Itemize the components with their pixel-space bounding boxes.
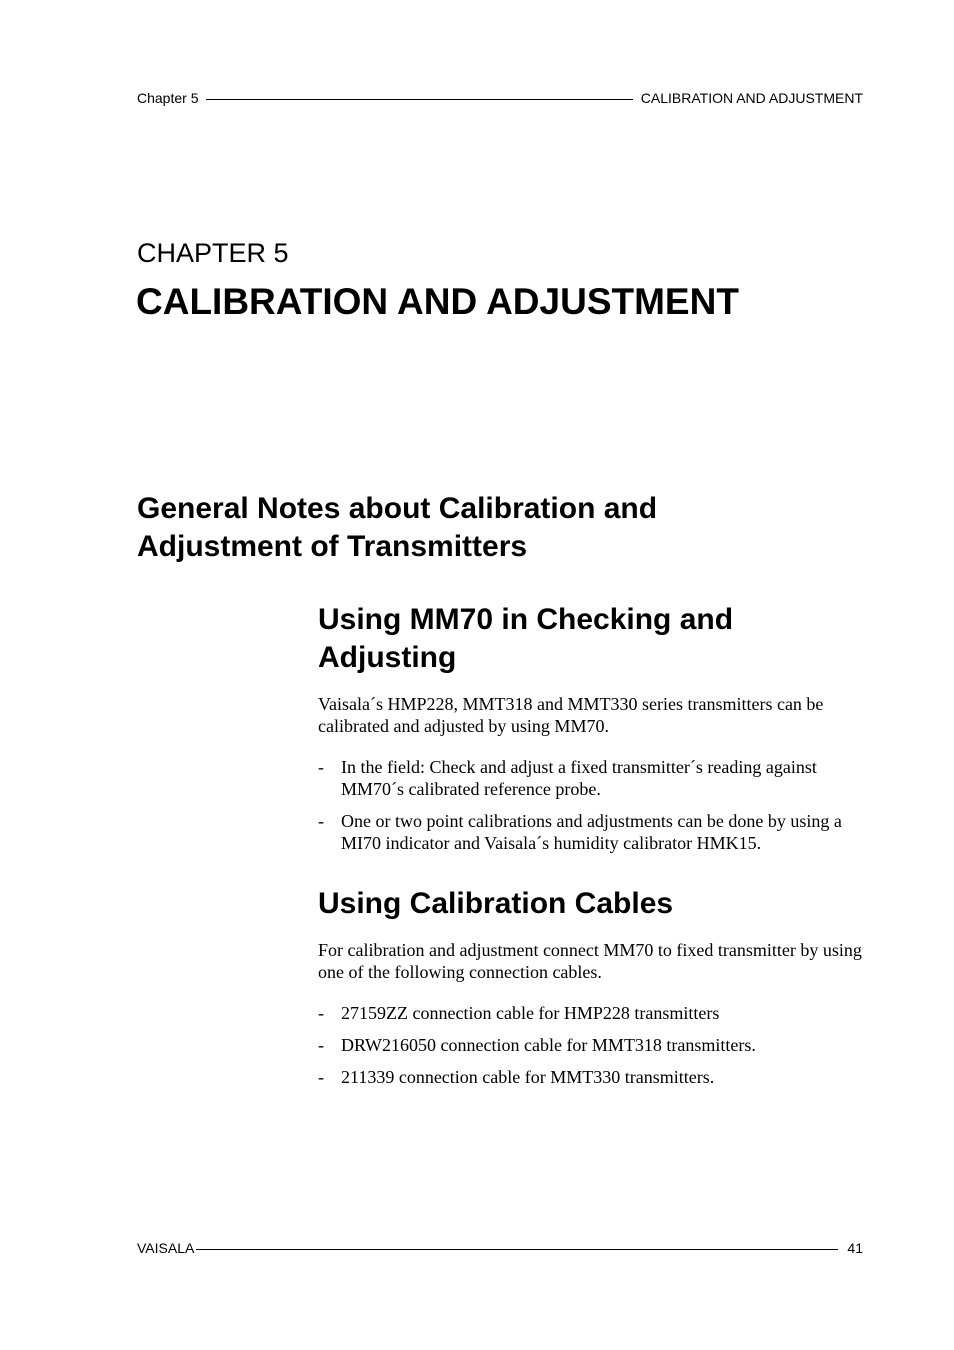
page-footer <box>137 1240 863 1260</box>
page-number: 41 <box>847 1240 863 1256</box>
list-item-text: 211339 connection cable for MMT330 transmitters. <box>341 1067 715 1087</box>
bullet-dash: - <box>318 1067 324 1087</box>
list-item <box>318 810 866 854</box>
header-title: CALIBRATION AND ADJUSTMENT <box>640 90 863 106</box>
bullet-dash: - <box>318 1035 324 1055</box>
list-item-text: In the field: Check and adjust a fixed transmitter´s reading against MM70´s calibrated reference probe. <box>341 757 817 799</box>
list-item <box>318 1034 866 1056</box>
chapter-title: CALIBRATION AND ADJUSTMENT <box>136 281 739 322</box>
section-title-line2: Adjustment of Transmitters <box>137 530 528 563</box>
subsection-cables-title: Using Calibration Cables <box>318 887 674 920</box>
header-rule <box>206 99 632 100</box>
list-item-text: 27159ZZ connection cable for HMP228 transmitters <box>341 1003 720 1023</box>
bullet-dash: - <box>318 811 324 831</box>
mm70-intro-paragraph: Vaisala´s HMP228, MMT318 and MMT330 series transmitters can be calibrated and adjusted by using MM70. <box>318 694 824 736</box>
footer-rule <box>196 1249 838 1250</box>
subsection-cables <box>318 885 866 1098</box>
chapter-label: CHAPTER 5 <box>137 238 289 268</box>
subsection-mm70-title-line2: Adjusting <box>318 641 457 674</box>
page-header <box>137 90 863 110</box>
bullet-dash: - <box>318 1003 324 1023</box>
cables-intro-paragraph: For calibration and adjustment connect MM70 to fixed transmitter by using one of the following connection cables. <box>318 940 862 982</box>
footer-company: VAISALA <box>137 1240 195 1256</box>
section-title <box>137 490 757 566</box>
list-item-text: One or two point calibrations and adjustments can be done by using a MI70 indicator and Vaisala´s humidity calibrator HMK15. <box>341 811 842 853</box>
cables-bullet-list <box>318 1002 866 1088</box>
header-chapter: Chapter 5 <box>137 90 199 106</box>
list-item <box>318 1002 866 1024</box>
section-title-line1: General Notes about Calibration and <box>137 492 658 525</box>
subsection-mm70 <box>318 601 866 864</box>
subsection-mm70-title-line1: Using MM70 in Checking and <box>318 603 734 636</box>
list-item <box>318 1066 866 1088</box>
mm70-bullet-list <box>318 756 866 854</box>
bullet-dash: - <box>318 757 324 777</box>
list-item-text: DRW216050 connection cable for MMT318 transmitters. <box>341 1035 756 1055</box>
list-item <box>318 756 866 800</box>
subsection-mm70-title <box>318 601 866 677</box>
